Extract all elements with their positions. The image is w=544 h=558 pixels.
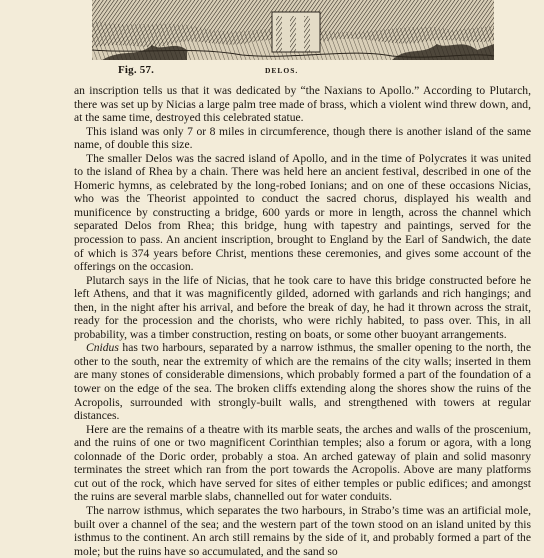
paragraph: Here are the remains of a theatre with its marble seats, the arches and walls of the proscenium, and the ruins of one or two magnificent Corinthian temples; also a forum or agora, with a long colonnade of the Doric order, probably a stoa. An arched gateway of plain and solid masonry terminates the street which ran from the port towards the Acropolis. Above are many platforms cut out of the rock, which have served for sites of either temples or public edifices; and amongst the ruins are several marble slabs, channelled out for water conduits.: [74, 422, 531, 504]
body-text: [74, 84, 531, 558]
figure-caption: DELOS.: [265, 66, 299, 75]
paragraph-cnidus: [74, 341, 531, 422]
paragraph: Plutarch says in the life of Nicias, that he took care to have this bridge constructed before he left Athens, and that it was magnificently gilded, adorned with garlands and rich hangings; and then, in the night after his arrival, and before the break of day, he had it thrown across the strait, ready for the procession and the chorists, who were richly habited, to pass over. This, in all probability, was a timber construction, resting on boats, or some other buoyant arrangements.: [74, 273, 531, 341]
paragraph: The smaller Delos was the sacred island of Apollo, and in the time of Polycrates it was united to the island of Rhea by a chain. There was held here an ancient festival, described in one of the Homeric hymns, as celebrated by the long-robed Ionians; and on one of these occasions Nicias, who was the Theorist appointed to conduct the sacred chorus, displayed his wealth and munificence by constructing a bridge, 600 yards or more in length, across the channel which separated Delos from Rhea; this bridge, hung with tapestry and paintings, served for the procession to pass. An ancient inscription, brought to England by the Earl of Sandwich, the date of which is 374 years before Christ, mentions these ceremonies, and gives some account of the offerings on the occasion.: [74, 151, 531, 274]
delos-engraving-illustration: [92, 0, 494, 60]
paragraph: an inscription tells us that it was dedicated by “the Naxians to Apollo.” According to Plutarch, there was set up by Nicias a large palm tree made of brass, which a violent wind threw down, and, at the same time, destroyed this celebrated statue.: [74, 84, 531, 125]
paragraph: This island was only 7 or 8 miles in circumference, though there is another island of the same name, of double this size.: [74, 124, 531, 152]
paragraph-cnidus-text: has two harbours, separated by a narrow isthmus, the smaller opening to the north, the other to the south, near the extremity of which are the remains of the city walls; inserted in them are many stones of considerable dimensions, which probably formed a part of the foundation of a tower on the edge of the sea. The broken cliffs extending along the shores show the ruins of the Acropolis, surrounded with strongly-built walls, and strengthened with towers at regular distances.: [74, 341, 531, 423]
paragraph: The narrow isthmus, which separates the two harbours, in Strabo’s time was an artificial mole, built over a channel of the sea; and the western part of the town stood on an island united by this isthmus to the continent. An arch still remains by the side of it, and probably formed a part of the mole; but the ruins have so accumulated, and the sand so: [74, 503, 531, 558]
cnidus-heading: Cnidus: [86, 341, 119, 355]
figure-number: Fig. 57.: [118, 64, 155, 76]
